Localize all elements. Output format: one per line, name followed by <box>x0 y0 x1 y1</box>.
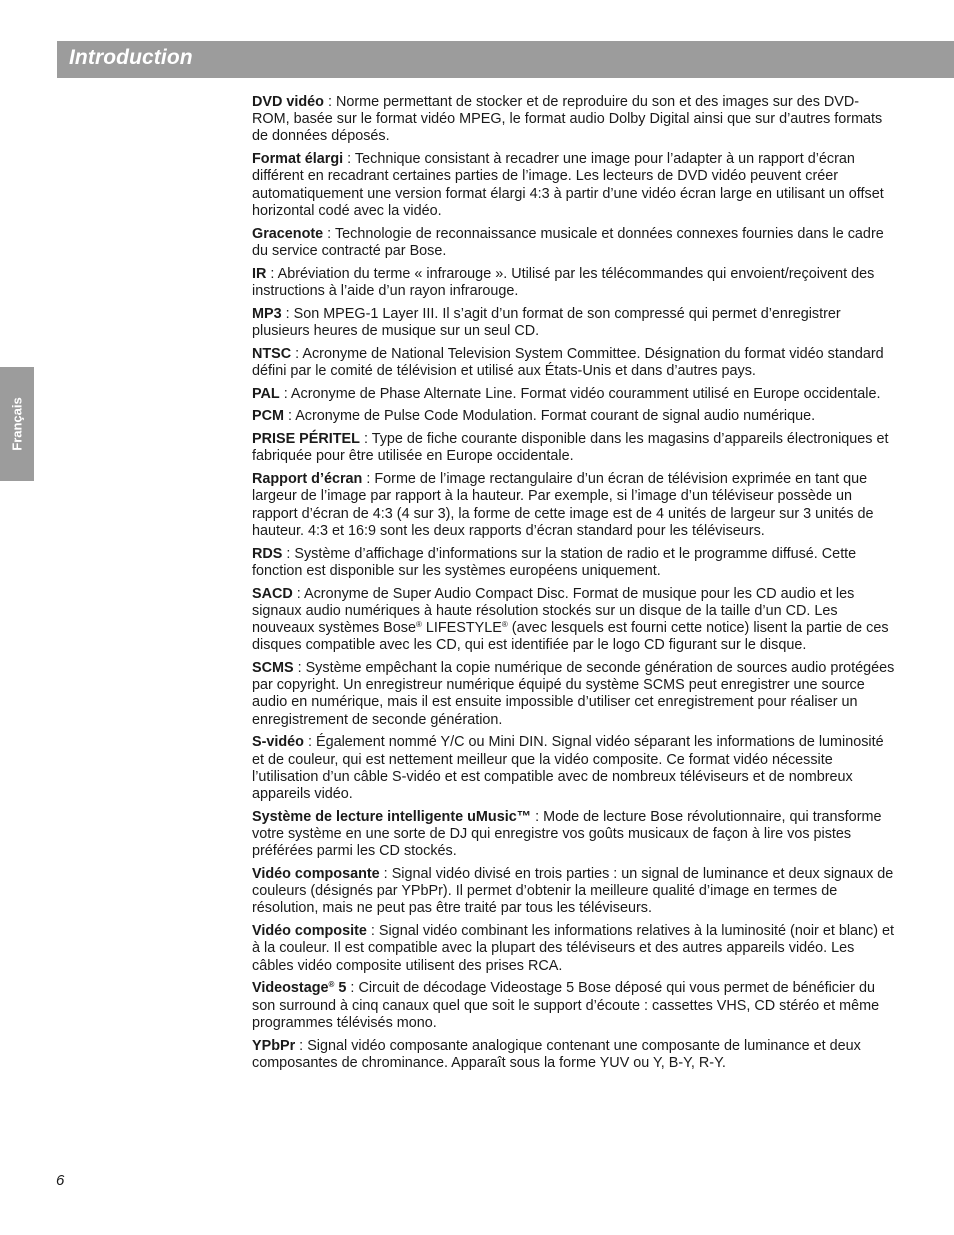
glossary-term: Système de lecture intelligente uMusic™ <box>252 808 532 825</box>
glossary-definition: Système d’affichage d’informations sur la station de radio et le programme diffusé. Cette fonction est disponible sur les systèmes européens uniquement. <box>252 545 857 579</box>
glossary-term: MP3 <box>252 305 282 322</box>
glossary-term: NTSC <box>252 345 292 362</box>
glossary-entry <box>252 586 896 655</box>
glossary-term-suffix: 5 <box>334 980 347 997</box>
term-separator: : <box>295 1037 308 1054</box>
glossary-entry <box>252 408 896 425</box>
glossary-definition-part: Acronyme de Super Audio Compact Disc. Format de musique pour les CD audio et les signaux audio numériques à haute résolution stockés sur un disque de la taille d’un CD. Les nouveaux systèmes Bose <box>252 585 855 637</box>
glossary <box>252 94 896 1078</box>
glossary-definition: Signal vidéo combinant les informations relatives à la luminosité (noir et blanc) et à la couleur. Il est compatible avec la plupart des téléviseurs et des autres appareils vidéo. Les câbles vidéo composite utilisent des prises RCA. <box>252 923 895 974</box>
glossary-definition-part: LIFESTYLE <box>421 620 502 637</box>
glossary-definition: Également nommé Y/C ou Mini DIN. Signal vidéo séparant les informations de luminosité et de couleur, qui est nettement meilleur que la vidéo composite. Ce format vidéo nécessite l’utilisation d’un câble S-vidéo et est compatible avec de nombreux téléviseurs et de nombreux appareils vidéo. <box>252 734 884 803</box>
term-separator: : <box>346 980 359 997</box>
registered-mark: ® <box>328 980 335 990</box>
term-separator: : <box>359 431 372 448</box>
glossary-entry <box>252 386 896 403</box>
term-separator: : <box>283 408 296 425</box>
glossary-term: SCMS <box>252 660 294 677</box>
glossary-definition: Technologie de reconnaissance musicale et données connexes fournies dans le cadre du service contracté par Bose. <box>252 225 884 259</box>
glossary-definition: Signal vidéo composante analogique contenant une composante de luminance et deux composantes de chrominance. Apparaît sous la forme YUV ou Y, B-Y, R-Y. <box>252 1037 861 1071</box>
glossary-definition: Signal vidéo divisé en trois parties : un signal de luminance et deux signaux de couleurs (désignés par YPbPr). Il permet d’obtenir la meilleure qualité d’image en termes de résolution, mais ne peut pas être traité par tous les téléviseurs. <box>252 866 894 917</box>
registered-mark: ® <box>501 620 508 630</box>
glossary-term: SACD <box>252 585 293 602</box>
glossary-definition: Mode de lecture Bose révolutionnaire, qui transforme votre système en une sorte de DJ qui enregistre vos goûts musicaux de façon à lire vos pistes préférées parmi les CD stockés. <box>252 808 882 860</box>
glossary-definition: Technique consistant à recadrer une image pour l’adapter à un rapport d’écran différent en recadrant certaines parties de l’image. Les lecteurs de DVD vidéo peuvent créer automatiquement une version format élargi 4:3 à partir d’une vidéo écran large en utilisant un offset horizontal codé avec la vidéo. <box>252 151 884 219</box>
glossary-entry <box>252 226 896 260</box>
page-number: 6 <box>56 1172 65 1189</box>
glossary-definition: Acronyme de Pulse Code Modulation. Format courant de signal audio numérique. <box>295 408 816 425</box>
term-separator: : <box>282 545 295 562</box>
term-separator: : <box>323 225 335 242</box>
glossary-term: DVD vidéo <box>252 94 324 110</box>
glossary-term: Rapport d’écran <box>252 471 363 488</box>
glossary-entry <box>252 866 896 918</box>
glossary-term: PRISE PÉRITEL <box>252 431 360 448</box>
glossary-entry <box>252 546 896 580</box>
glossary-definition: Type de fiche courante disponible dans les magasins d’appareils électroniques et fabriquée pour être utilisée en Europe occidentale. <box>252 431 889 465</box>
term-separator: : <box>531 808 544 825</box>
term-separator: : <box>293 660 306 677</box>
glossary-entry <box>252 306 896 340</box>
term-separator: : <box>281 305 294 322</box>
glossary-definition: Son MPEG-1 Layer III. Il s’agit d’un format de son compressé qui permet d’enregistrer plusieurs heures de musique sur un seul CD. <box>252 305 841 339</box>
glossary-entry <box>252 431 896 465</box>
glossary-term: Videostage <box>252 980 329 997</box>
glossary-term: PCM <box>252 408 284 425</box>
glossary-entry <box>252 734 896 803</box>
term-separator: : <box>303 734 316 751</box>
glossary-entry <box>252 809 896 861</box>
glossary-term: Vidéo composite <box>252 923 367 940</box>
glossary-definition: Circuit de décodage Videostage 5 Bose déposé qui vous permet de bénéficier du son surround à cinq canaux quel que soit le support d’écoute : cassettes VHS, CD stéréo et même programmes télévisés mono. <box>252 980 880 1031</box>
glossary-definition: Acronyme de National Television System Committee. Désignation du format vidéo standard défini par le comité de télévision et utilisé aux États-Unis et dans d’autres pays. <box>252 345 884 379</box>
glossary-entry <box>252 151 896 220</box>
glossary-term: S-vidéo <box>252 734 304 751</box>
language-tab <box>0 367 34 481</box>
term-separator: : <box>323 94 336 110</box>
glossary-entry <box>252 266 896 300</box>
glossary-entry <box>252 980 896 1032</box>
glossary-entry <box>252 923 896 975</box>
registered-mark: ® <box>415 620 422 630</box>
glossary-term: PAL <box>252 385 280 402</box>
glossary-term: IR <box>252 265 267 282</box>
term-separator: : <box>379 866 392 883</box>
glossary-entry <box>252 471 896 540</box>
glossary-entry <box>252 346 896 380</box>
glossary-definition: Système empêchant la copie numérique de seconde génération de sources audio protégées par copyright. Un enregistreur numérique équipé du système SCMS peut enregistrer une source audio en numérique, mais il est ensuite impossible d’utiliser cet enregistrement pour réaliser un enregistrement de seconde génération. <box>252 660 895 728</box>
glossary-entry <box>252 94 896 146</box>
glossary-definition: Acronyme de Phase Alternate Line. Format vidéo couramment utilisé en Europe occidentale. <box>290 385 881 402</box>
glossary-entry <box>252 660 896 729</box>
term-separator: : <box>362 471 375 488</box>
glossary-definition: Forme de l’image rectangulaire d’un écran de télévision exprimée en tant que largeur de l’image par rapport à la hauteur. Par exemple, si l’image d’un téléviseur possède un rapport d’écran de 4:3 (4 sur 3), la forme de cette image est de 4 unités de largeur sur 3 unités de hauteur. 4:3 et 16:9 sont les deux rapports d’écran standard pour les téléviseurs. <box>252 471 874 539</box>
glossary-definition-part: (avec lesquels est fourni cette notice) lisent la partie de ces disques compatible avec les CD, qui est identifiée par le logo CD figurant sur le disque. <box>252 620 889 654</box>
term-separator: : <box>291 345 303 362</box>
term-separator: : <box>266 265 278 282</box>
glossary-term: RDS <box>252 545 283 562</box>
header-bar <box>57 41 954 78</box>
glossary-term: YPbPr <box>252 1037 296 1054</box>
term-separator: : <box>343 151 355 168</box>
term-separator: : <box>292 585 304 602</box>
glossary-term: Format élargi <box>252 151 344 168</box>
glossary-definition: Abréviation du terme « infrarouge ». Utilisé par les télécommandes qui envoient/reçoivent des instructions à l’aide d’un rayon infrarouge. <box>252 265 875 299</box>
language-tab-label: Français <box>9 397 25 451</box>
glossary-term: Vidéo composante <box>252 866 380 883</box>
term-separator: : <box>279 385 291 402</box>
section-title: Introduction <box>69 46 193 69</box>
glossary-term: Gracenote <box>252 225 324 242</box>
glossary-entry <box>252 1038 896 1072</box>
glossary-definition: Norme permettant de stocker et de reproduire du son et des images sur des DVD-ROM, basée sur le format vidéo MPEG, le format audio Dolby Digital ainsi que sur d’autres formats de données déposés. <box>252 94 883 145</box>
term-separator: : <box>366 923 379 940</box>
